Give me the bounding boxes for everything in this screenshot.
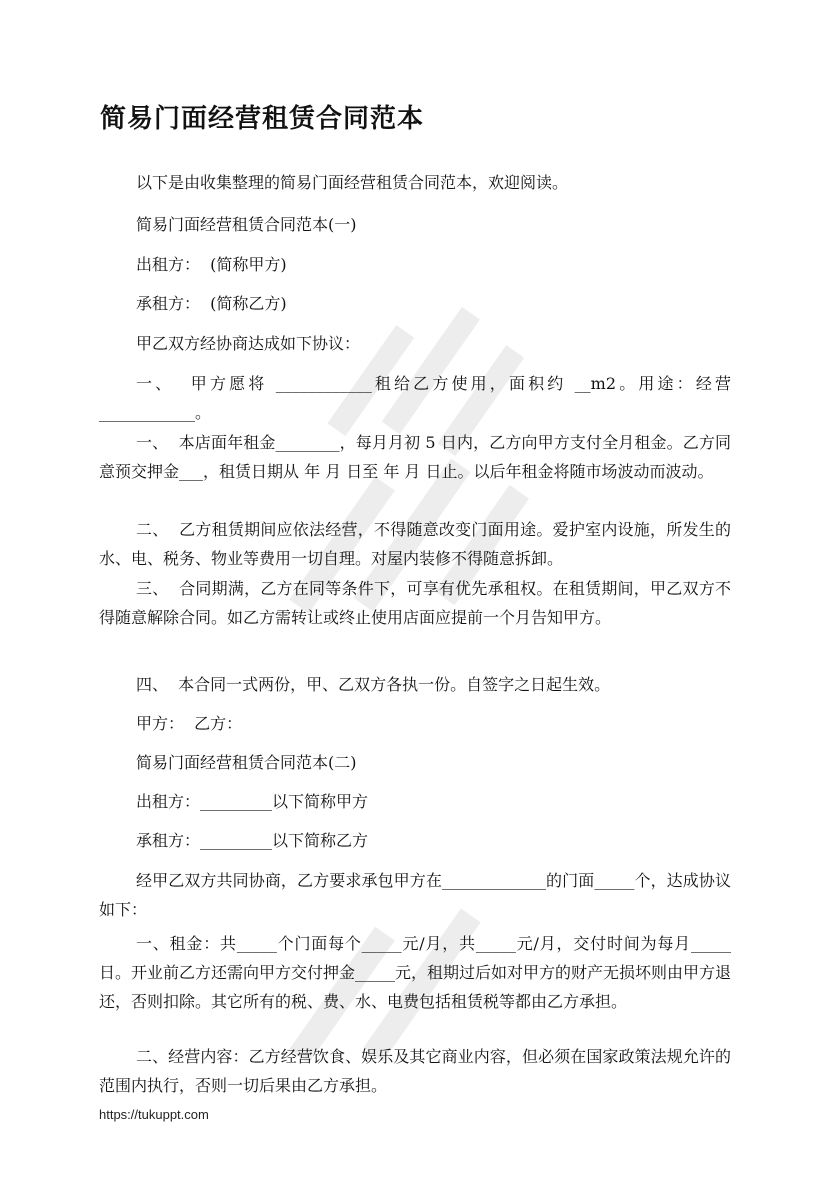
lessee-line-2: 承租方：_________以下简称乙方 [136, 831, 369, 850]
document-title: 简易门面经营租赁合同范本 [100, 104, 425, 134]
clause-1-rent: 一、 本店面年租金________，每月月初 5 日内，乙方向甲方支付全月租金。乙方同意预交押金___，租赁日期从 年 月 日至 年 月 日止。以后年租金将随市场波动而波动。 [99, 433, 731, 481]
contract-heading-2: 简易门面经营租赁合同范本(二) [136, 753, 357, 772]
signature-line: 甲方： 乙方： [136, 714, 243, 733]
clause-1-use: 一、 甲方愿将 ____________租给乙方使用，面积约 __m2。用途：经营____________。 [99, 374, 731, 422]
intro-paragraph: 以下是由收集整理的简易门面经营租赁合同范本，欢迎阅读。 [136, 173, 569, 192]
clause-4: 四、 本合同一式两份，甲、乙双方各执一份。自签字之日起生效。 [136, 675, 611, 694]
contract-2-rent: 一、租金：共_____个门面每个_____元/月，共_____元/月，交付时间为每月_____日。开业前乙方还需向甲方交付押金_____元，租期过后如对甲方的财产无损坏则由甲方退还，否则扣除。其它所有的税、费、水、电费包括租赁税等都由乙方承担。 [99, 934, 732, 1011]
footer-url: https://tukuppt.com [99, 1107, 209, 1122]
agreement-intro: 甲乙双方经协商达成如下协议： [136, 334, 361, 353]
clause-2: 二、 乙方租赁期间应依法经营，不得随意改变门面用途。爱护室内设施，所发生的水、电、税务、物业等费用一切自理。对屋内装修不得随意拆卸。 [99, 520, 731, 568]
contract-2-business: 二、经营内容：乙方经营饮食、娱乐及其它商业内容，但必须在国家政策法规允许的范围内执行，否则一切后果由乙方承担。 [99, 1047, 731, 1095]
contract-2-intro: 经甲乙双方共同协商，乙方要求承包甲方在_____________的门面_____个，达成协议如下： [99, 871, 731, 919]
clause-3: 三、 合同期满，乙方在同等条件下，可享有优先承租权。在租赁期间，甲乙双方不得随意解除合同。如乙方需转让或终止使用店面应提前一个月告知甲方。 [99, 579, 731, 627]
lessor-line-2: 出租方：_________以下简称甲方 [136, 792, 369, 811]
lessor-line: 出租方： (简称甲方) [136, 255, 287, 274]
contract-heading-1: 简易门面经营租赁合同范本(一) [136, 215, 357, 234]
lessee-line: 承租方： (简称乙方) [136, 294, 287, 313]
